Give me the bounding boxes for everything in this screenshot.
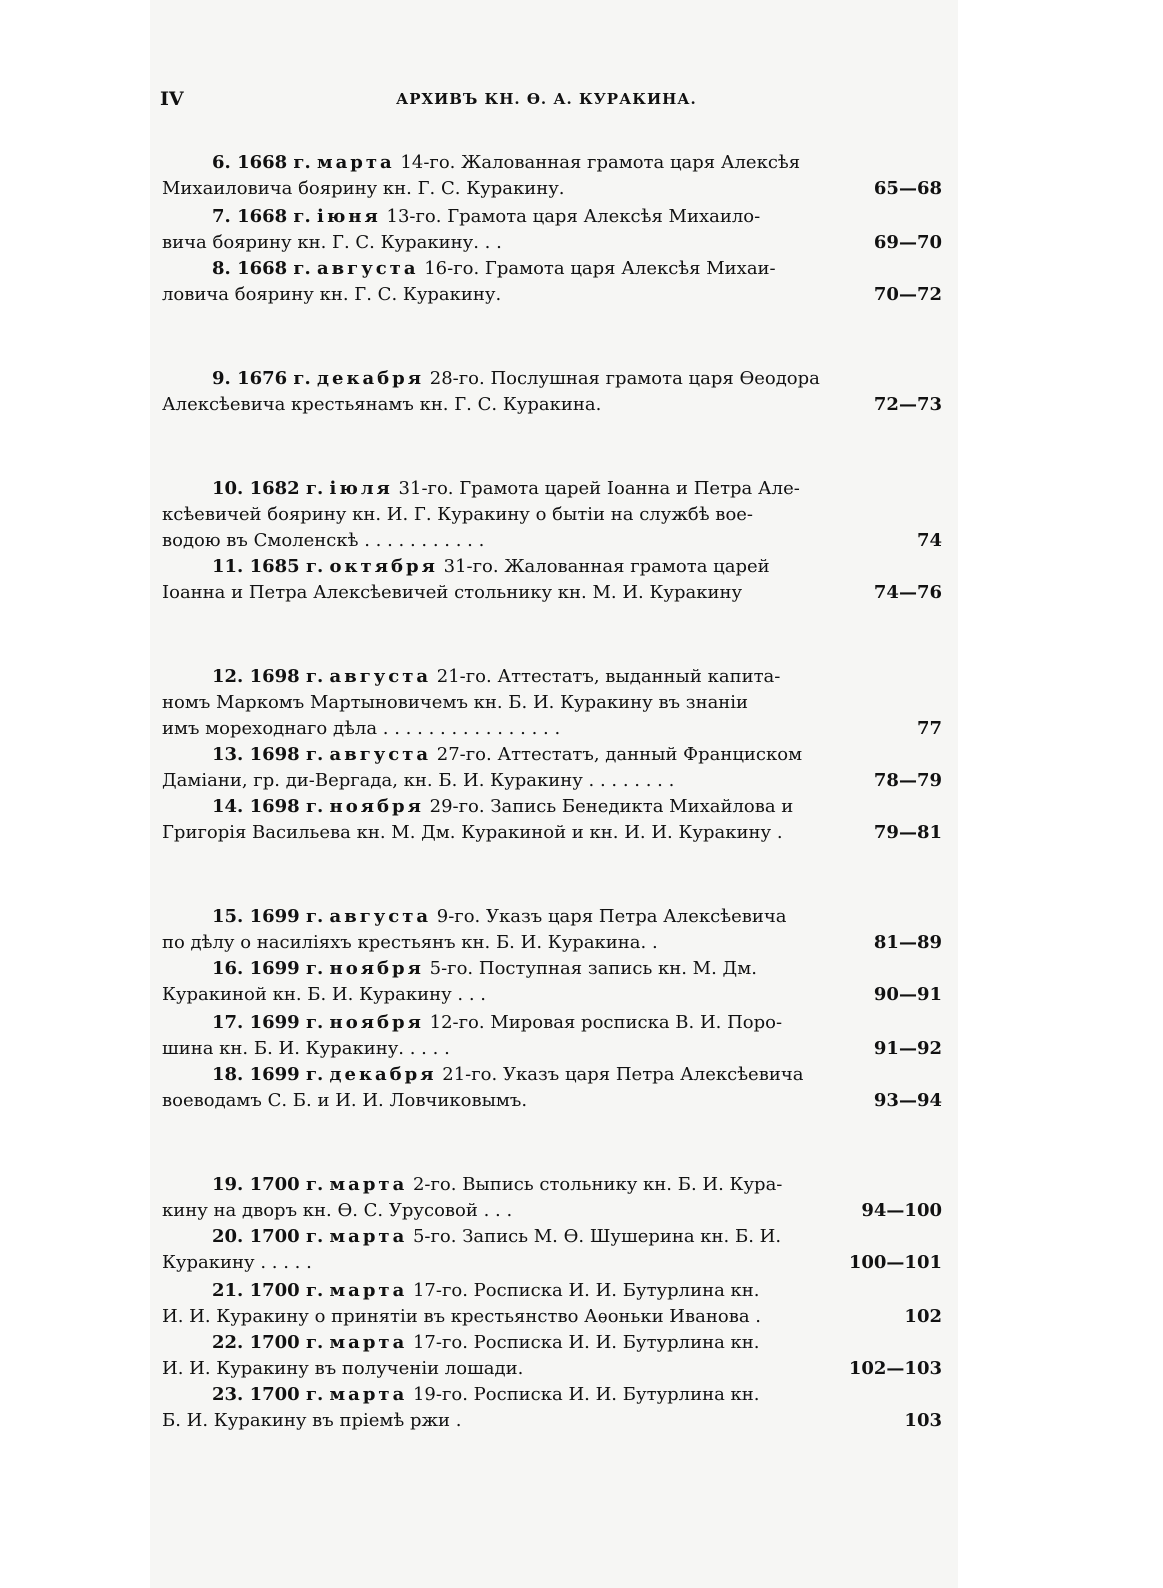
entry-number: 18. [212, 1064, 250, 1085]
entry-number: 12. [212, 666, 250, 687]
toc-entry-text [212, 1382, 760, 1408]
toc-entry-continuation [160, 502, 950, 528]
toc-entry-continuation [160, 230, 950, 256]
toc-entry-text [212, 1172, 782, 1198]
toc-entry-line [160, 664, 950, 690]
entry-number: 15. [212, 906, 250, 927]
entry-number: 11. [212, 556, 250, 577]
toc-entry-continuation [160, 392, 950, 418]
entry-month: марта [329, 1174, 408, 1195]
toc-entry-text [212, 150, 800, 176]
entry-page-range: 65—68 [873, 178, 942, 199]
entry-month: марта [329, 1384, 408, 1405]
toc-entry-line [160, 204, 950, 230]
toc-entry-text: Даміани, гр. ди-Вергада, кн. Б. И. Куракину . . . . . . . . [162, 770, 675, 791]
toc-entry-continuation [160, 1036, 950, 1062]
entry-month: марта [329, 1280, 408, 1301]
entry-day: 5-го. [423, 958, 474, 979]
toc-entry-line [160, 554, 950, 580]
toc-entry-line [160, 1382, 950, 1408]
toc-entry-continuation [160, 176, 950, 202]
entry-year: 1700 г. [249, 1332, 330, 1353]
entry-month: декабря [329, 1064, 437, 1085]
toc-entry-text: Іоанна и Петра Алексѣевичей стольнику кн. М. И. Куракину [162, 582, 743, 603]
entry-month: іюля [329, 478, 393, 499]
entry-page-range: 100—101 [848, 1252, 942, 1273]
entry-page-range: 74—76 [873, 582, 942, 603]
entry-year: 1699 г. [249, 1012, 330, 1033]
entry-year: 1698 г. [249, 666, 330, 687]
entry-month: августа [317, 258, 419, 279]
entry-description: Жалованная грамота царя Алексѣя [455, 152, 801, 173]
toc-entry-text: Алексѣевича крестьянамъ кн. Г. С. Куракина. [162, 394, 602, 415]
entry-day: 28-го. [424, 368, 485, 389]
toc-entry-text: Куракину . . . . . [162, 1252, 312, 1273]
entry-month: ноября [329, 958, 424, 979]
toc-entry-continuation [160, 580, 950, 606]
toc-entry-continuation [160, 282, 950, 308]
entry-number: 6. [212, 152, 238, 173]
entry-year: 1699 г. [249, 1064, 330, 1085]
toc-entry-line [160, 150, 950, 176]
entry-page-range: 69—70 [873, 232, 942, 253]
entry-year: 1699 г. [249, 906, 330, 927]
toc-entry-text [212, 1010, 782, 1036]
toc-entry-continuation [160, 1198, 950, 1224]
entry-page-range: 102—103 [848, 1358, 942, 1379]
toc-entry-text [212, 256, 776, 282]
entry-year: 1699 г. [249, 958, 330, 979]
entry-month: ноября [329, 1012, 424, 1033]
entry-description: Росписка И. И. Бутурлина кн. [467, 1332, 760, 1353]
entry-month: октября [329, 556, 438, 577]
toc-entry-text: И. И. Куракину въ полученіи лошади. [162, 1358, 524, 1379]
entry-description: Запись Бенедикта Михайлова и [484, 796, 794, 817]
toc-entry-continuation [160, 1088, 950, 1114]
entry-day: 17-го. [407, 1332, 468, 1353]
toc-entry-text [212, 794, 793, 820]
toc-entry-continuation [160, 982, 950, 1008]
entry-day: 9-го. [431, 906, 481, 927]
entry-page-range: 91—92 [873, 1038, 942, 1059]
entry-description: Жалованная грамота царей [498, 556, 770, 577]
toc-entry-text [212, 1224, 781, 1250]
entry-number: 17. [212, 1012, 250, 1033]
entry-page-range: 81—89 [873, 932, 942, 953]
toc-entry-continuation [160, 528, 950, 554]
toc-entry-continuation [160, 1250, 950, 1276]
toc-entry-text: ловича боярину кн. Г. С. Куракину. [162, 284, 502, 305]
toc-entry-continuation [160, 1356, 950, 1382]
entry-number: 9. [212, 368, 238, 389]
entry-year: 1700 г. [249, 1174, 330, 1195]
entry-description: Указъ царя Петра Алексѣевича [480, 906, 787, 927]
toc-entry-line [160, 956, 950, 982]
entry-month: марта [317, 152, 395, 173]
entry-year: 1676 г. [237, 368, 317, 389]
entry-number: 10. [212, 478, 250, 499]
entry-day: 2-го. [407, 1174, 457, 1195]
entry-day: 27-го. [431, 744, 492, 765]
entry-description: Поступная запись кн. М. Дм. [473, 958, 757, 979]
entry-page-range: 103 [904, 1410, 942, 1431]
toc-entry-continuation [160, 716, 950, 742]
entry-number: 13. [212, 744, 250, 765]
toc-entry-continuation [160, 1304, 950, 1330]
toc-entry-line [160, 742, 950, 768]
toc-entry-text [212, 664, 780, 690]
entry-year: 1668 г. [237, 206, 317, 227]
toc-entry-line [160, 1278, 950, 1304]
toc-entry-text [212, 1062, 803, 1088]
entry-description: Аттестатъ, выданный капита- [491, 666, 781, 687]
entry-number: 23. [212, 1384, 250, 1405]
entry-page-range: 102 [904, 1306, 942, 1327]
entry-description: Запись М. Ѳ. Шушерина кн. Б. И. [456, 1226, 782, 1247]
toc-entry-text [212, 366, 820, 392]
toc-entry-text: Б. И. Куракину въ пріемѣ ржи . [162, 1410, 462, 1431]
toc-entry-text [212, 742, 802, 768]
toc-entry-text [212, 956, 757, 982]
toc-entry-text: имъ мореходнаго дѣла . . . . . . . . . . . . . . . . [162, 718, 561, 739]
toc-entry-continuation [160, 1408, 950, 1434]
entry-day: 5-го. [407, 1226, 457, 1247]
entry-year: 1698 г. [249, 796, 330, 817]
toc-entry-text: ксѣевичей боярину кн. И. Г. Куракину о бытіи на службѣ вое- [162, 504, 754, 525]
toc-entry-line [160, 1172, 950, 1198]
entry-day: 31-го. [437, 556, 499, 577]
entry-day: 17-го. [407, 1280, 468, 1301]
entry-day: 16-го. [418, 258, 480, 279]
entry-day: 12-го. [423, 1012, 485, 1033]
toc-entry-line [160, 1010, 950, 1036]
entry-year: 1700 г. [249, 1280, 330, 1301]
entry-description: Выпись стольнику кн. Б. И. Кура- [456, 1174, 783, 1195]
toc-entry-text [212, 904, 787, 930]
toc-entry-text: кину на дворъ кн. Ѳ. С. Урусовой . . . [162, 1200, 513, 1221]
entry-day: 19-го. [407, 1384, 468, 1405]
entry-year: 1668 г. [237, 152, 317, 173]
entry-number: 22. [212, 1332, 250, 1353]
entry-year: 1682 г. [249, 478, 330, 499]
entry-day: 13-го. [380, 206, 442, 227]
entry-number: 21. [212, 1280, 250, 1301]
toc-entry-continuation [160, 690, 950, 716]
toc-entry-text [212, 204, 760, 230]
entry-number: 19. [212, 1174, 250, 1195]
toc-entry-line [160, 904, 950, 930]
toc-entry-text: Михаиловича боярину кн. Г. С. Куракину. [162, 178, 565, 199]
entry-page-range: 93—94 [873, 1090, 942, 1111]
entry-page-range: 78—79 [873, 770, 942, 791]
entry-description: Послушная грамота царя Ѳеодора [484, 368, 820, 389]
toc-entry-line [160, 366, 950, 392]
entry-month: марта [329, 1226, 408, 1247]
toc-entry-text [212, 1278, 760, 1304]
entry-month: августа [329, 744, 432, 765]
page-header [160, 88, 950, 118]
toc-entry-continuation [160, 768, 950, 794]
entry-page-range: 70—72 [873, 284, 942, 305]
entry-page-range: 77 [916, 718, 942, 739]
entry-page-range: 90—91 [873, 984, 942, 1005]
entry-month: августа [329, 666, 432, 687]
entry-month: ноября [329, 796, 424, 817]
entry-number: 8. [212, 258, 238, 279]
entry-number: 14. [212, 796, 250, 817]
entry-page-range: 94—100 [861, 1200, 942, 1221]
toc-entry-text: по дѣлу о насиліяхъ крестьянъ кн. Б. И. Куракина. . [162, 932, 658, 953]
toc-entry-line [160, 1224, 950, 1250]
entry-year: 1700 г. [249, 1226, 330, 1247]
toc-entry-continuation [160, 820, 950, 846]
entry-number: 20. [212, 1226, 250, 1247]
entry-year: 1700 г. [249, 1384, 330, 1405]
toc-entry-line [160, 1062, 950, 1088]
entry-description: Грамота царей Іоанна и Петра Але- [453, 478, 800, 499]
toc-entry-text: номъ Маркомъ Мартыновичемъ кн. Б. И. Куракину въ знаніи [162, 692, 749, 713]
entry-day: 21-го. [431, 666, 492, 687]
toc-entry-text [212, 1330, 760, 1356]
entry-year: 1698 г. [249, 744, 330, 765]
toc-entry-text: вича боярину кн. Г. С. Куракину. . . [162, 232, 502, 253]
toc-entry-line [160, 794, 950, 820]
toc-entry-line [160, 1330, 950, 1356]
entry-month: іюня [317, 206, 381, 227]
toc-entry-text: Куракиной кн. Б. И. Куракину . . . [162, 984, 487, 1005]
entry-day: 29-го. [423, 796, 485, 817]
entry-description: Росписка И. И. Бутурлина кн. [467, 1384, 760, 1405]
toc-entry-text: воеводамъ С. Б. и И. И. Ловчиковымъ. [162, 1090, 528, 1111]
entry-description: Аттестатъ, данный Франциском [491, 744, 803, 765]
toc-entry-text: Григорія Васильева кн. М. Дм. Куракиной и кн. И. И. Куракину . [162, 822, 783, 843]
running-title: АРХИВЪ КН. Ѳ. А. КУРАКИНА. [396, 90, 697, 108]
entry-page-range: 72—73 [873, 394, 942, 415]
toc-entry-line [160, 256, 950, 282]
entry-year: 1668 г. [237, 258, 317, 279]
page-number: IV [160, 88, 184, 110]
entry-description: Указъ царя Петра Алексѣевича [497, 1064, 804, 1085]
toc-entry-text: И. И. Куракину о принятіи въ крестьянство Аѳоньки Иванова . [162, 1306, 762, 1327]
entry-description: Мировая росписка В. И. Поро- [484, 1012, 783, 1033]
toc-entry-text: шина кн. Б. И. Куракину. . . . . [162, 1038, 450, 1059]
entry-year: 1685 г. [249, 556, 330, 577]
entry-day: 31-го. [392, 478, 454, 499]
toc-entry-continuation [160, 930, 950, 956]
toc-entry-text: водою въ Смоленскѣ . . . . . . . . . . . [162, 530, 485, 551]
toc-entry-text [212, 554, 770, 580]
toc-entry-line [160, 476, 950, 502]
entry-number: 7. [212, 206, 238, 227]
entry-description: Грамота царя Алексѣя Михаило- [441, 206, 761, 227]
entry-page-range: 74 [916, 530, 942, 551]
entry-description: Грамота царя Алексѣя Михаи- [479, 258, 776, 279]
entry-number: 16. [212, 958, 250, 979]
entry-day: 21-го. [436, 1064, 498, 1085]
entry-day: 14-го. [394, 152, 456, 173]
toc-entry-text [212, 476, 800, 502]
entry-month: декабря [317, 368, 425, 389]
entry-description: Росписка И. И. Бутурлина кн. [467, 1280, 760, 1301]
entry-month: августа [329, 906, 432, 927]
entry-month: марта [329, 1332, 408, 1353]
entry-page-range: 79—81 [873, 822, 942, 843]
